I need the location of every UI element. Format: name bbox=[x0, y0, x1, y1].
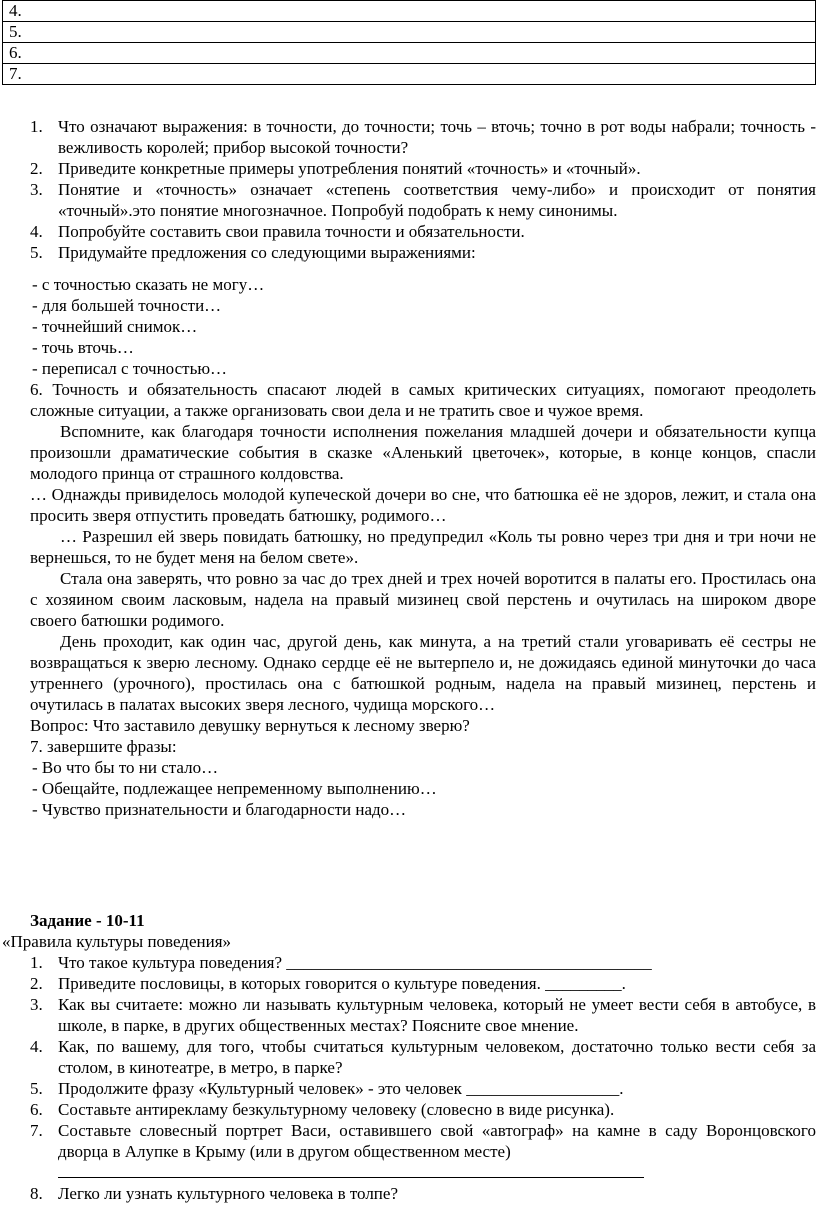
table-row bbox=[3, 1, 816, 22]
question-text: Понятие и «точность» означает «степень соответствия чему-либо» и происходит от понятия «точный».это понятие многозначное. Попробуй подобрать к нему синонимы. bbox=[58, 180, 816, 220]
table-cell: 6. bbox=[3, 43, 816, 64]
paragraph-day: День проходит, как один час, другой день, как минута, а на третий стали уговаривать её сестры не возвращаться к зверю лесному. Однако сердце её не вытерпело и, не дожидаясь единой минуточки до часа утреннего (урочного), простилась она с батюшкой родным, надела на правый мизинец, перстень и очутилась в палатах высоких зверя лесного, чудища морского… bbox=[30, 632, 816, 714]
phrase-line: - Чувство признательности и благодарности надо… bbox=[32, 800, 407, 819]
task-text: Как, по вашему, для того, чтобы считаться культурным человеком, достаточно только вести себя за столом, в кинотеатре, в метро, в парке? bbox=[58, 1037, 816, 1077]
expression-line: - переписал с точностью… bbox=[32, 359, 228, 378]
task-item bbox=[30, 994, 816, 1036]
task-title: Задание - 10-11 bbox=[30, 911, 145, 930]
answer-table bbox=[2, 0, 816, 85]
task-text: Продолжите фразу «Культурный человек» - это человек __________________. bbox=[58, 1079, 624, 1098]
table-row bbox=[3, 64, 816, 85]
question-text: Приведите конкретные примеры употребления понятий «точность» и «точный». bbox=[58, 159, 641, 178]
question-item bbox=[30, 242, 816, 263]
task-item bbox=[30, 952, 816, 973]
question-number: 5. bbox=[30, 243, 43, 262]
task-number: 5. bbox=[30, 1079, 43, 1098]
task-item bbox=[30, 973, 816, 994]
answer-line-row bbox=[30, 1162, 816, 1183]
blank-underline bbox=[58, 1163, 644, 1178]
question-item bbox=[30, 221, 816, 242]
task-text: Как вы считаете: можно ли называть культурным человека, который не умеет вести себя в автобусе, в школе, в парке, в других общественных местах? Поясните свое мнение. bbox=[58, 995, 816, 1035]
task-number: 4. bbox=[30, 1037, 43, 1056]
task-subtitle: «Правила культуры поведения» bbox=[2, 932, 232, 951]
expression-line: - точь вточь… bbox=[32, 338, 134, 357]
answer-line bbox=[58, 1162, 816, 1183]
task-number: 8. bbox=[30, 1184, 43, 1203]
table-cell: 5. bbox=[3, 22, 816, 43]
task-item bbox=[30, 1120, 816, 1162]
task-item bbox=[30, 1099, 816, 1120]
phrase-line: - Во что бы то ни стало… bbox=[32, 758, 219, 777]
question-text: Придумайте предложения со следующими выражениями: bbox=[58, 243, 476, 262]
question-item bbox=[30, 158, 816, 179]
question-text: Что означают выражения: в точности, до точности; точь – вточь; точно в рот воды набрали; точность - вежливость королей; прибор высокой точности? bbox=[58, 117, 816, 157]
expression-line: - с точностью сказать не могу… bbox=[32, 275, 265, 294]
question-text: Попробуйте составить свои правила точности и обязательности. bbox=[58, 222, 525, 241]
task-number: 7. bbox=[30, 1121, 43, 1140]
phrase-line: - Обещайте, подлежащее непременному выполнению… bbox=[32, 779, 437, 798]
task-text: Составьте антирекламу безкультурному человеку (словесно в виде рисунка). bbox=[58, 1100, 615, 1119]
question-number: 4. bbox=[30, 222, 43, 241]
task-list bbox=[0, 952, 816, 1204]
task-text: Приведите пословицы, в которых говорится о культуре поведения. _________. bbox=[58, 974, 626, 993]
paragraph-remember: Вспомните, как благодаря точности исполнения пожелания младшей дочери и обязательности купца произошли драматические события в сказке «Аленький цветочек», которые, в конце концов, спасли молодого принца от страшного колдовства. bbox=[30, 422, 816, 483]
question-number: 2. bbox=[30, 159, 43, 178]
task-number: 6. bbox=[30, 1100, 43, 1119]
table-cell: 4. bbox=[3, 1, 816, 22]
paragraph-6: 6. Точность и обязательность спасают людей в самых критических ситуациях, помогают преодолеть сложные ситуации, а также организовать свои дела и не тратить свое и чужое время. bbox=[30, 380, 816, 420]
expression-line: - точнейший снимок… bbox=[32, 317, 198, 336]
task-number: 1. bbox=[30, 953, 43, 972]
table-row bbox=[3, 22, 816, 43]
main-text bbox=[30, 274, 816, 820]
task-text: Легко ли узнать культурного человека в толпе? bbox=[58, 1184, 398, 1203]
task-item bbox=[30, 1036, 816, 1078]
task-number: 3. bbox=[30, 995, 43, 1014]
question-item bbox=[30, 116, 816, 158]
paragraph-allowed: … Разрешил ей зверь повидать батюшку, но предупредил «Коль ты ровно через три дня и три ночи не вернешься, то не будет меня на белом свете». bbox=[30, 527, 816, 567]
story-question: Вопрос: Что заставило девушку вернуться к лесному зверю? bbox=[30, 716, 470, 735]
question-item bbox=[30, 179, 816, 221]
question-number: 1. bbox=[30, 117, 43, 136]
paragraph-7: 7. завершите фразы: bbox=[30, 737, 177, 756]
task-text: Составьте словесный портрет Васи, оставившего свой «автограф» на камне в саду Воронцовского дворца в Алупке в Крыму (или в другом общественном месте) bbox=[58, 1121, 816, 1161]
expression-line: - для большей точности… bbox=[32, 296, 222, 315]
spacer bbox=[30, 1162, 58, 1183]
task-item bbox=[30, 1078, 816, 1099]
task-section bbox=[0, 910, 816, 1204]
table-row bbox=[3, 43, 816, 64]
table-cell: 7. bbox=[3, 64, 816, 85]
exercise-body bbox=[30, 116, 816, 263]
task-item bbox=[30, 1183, 816, 1204]
paragraph-promise: Стала она заверять, что ровно за час до трех дней и трех ночей воротится в палаты его. Простилась она с хозяином своим ласковым, надела на правый мизинец свой перстень и очутилась на широком дворе своего батюшки родимого. bbox=[30, 569, 816, 630]
question-number: 3. bbox=[30, 180, 43, 199]
task-number: 2. bbox=[30, 974, 43, 993]
task-text: Что такое культура поведения? ___________________________________________ bbox=[58, 953, 652, 972]
paragraph-dream: … Однажды привиделось молодой купеческой дочери во сне, что батюшка её не здоров, лежит, и стала она просить зверя отпустить проведать батюшку, родимого… bbox=[30, 485, 816, 525]
